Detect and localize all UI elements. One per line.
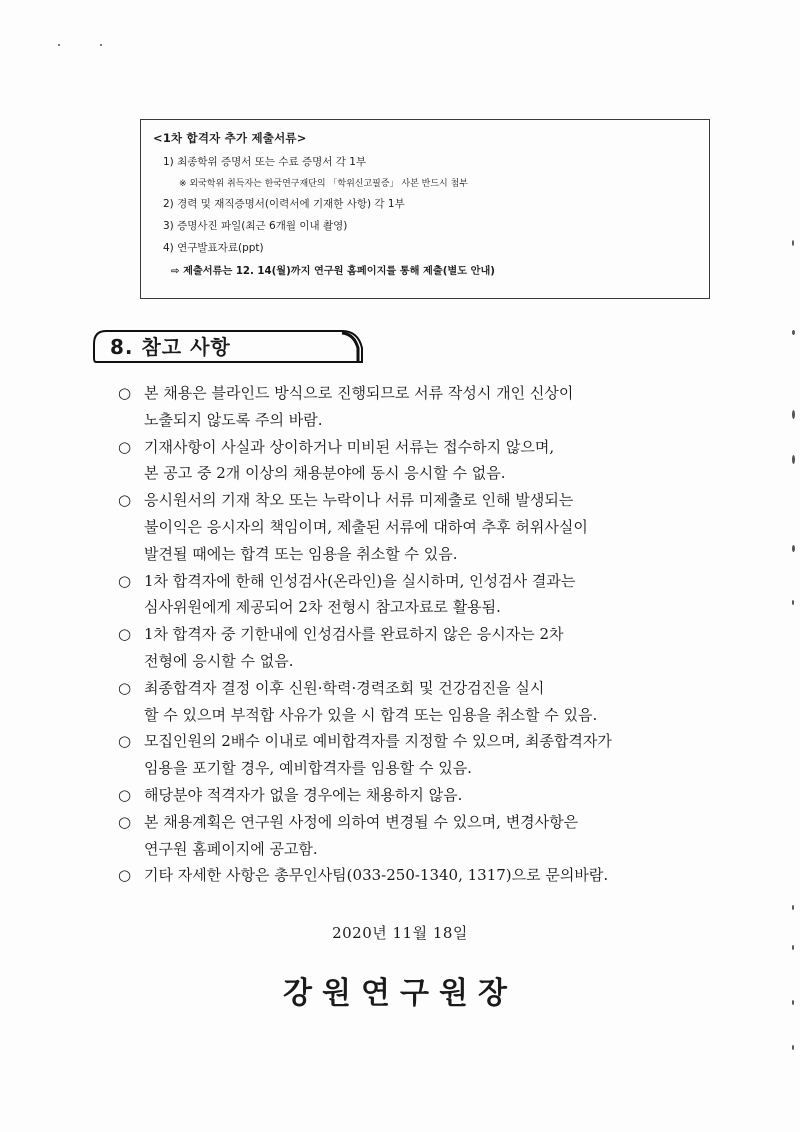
box-line-career: 2) 경력 및 재직증명서(이력서에 기재한 사항) 각 1부 [163, 198, 405, 210]
note-line: 모집인원의 2배수 이내로 예비합격자를 지정할 수 있으며, 최종합격자가 [144, 732, 612, 751]
note-line: 최종합격자 결정 이후 신원·학력·경력조회 및 건강검진을 실시 [144, 678, 545, 697]
note-line: 본 채용계획은 연구원 사정에 의하여 변경될 수 있으며, 변경사항은 [144, 812, 579, 831]
box-line-degree: 1) 최종학위 증명서 또는 수료 증명서 각 1부 [163, 156, 367, 168]
note-item [118, 434, 718, 488]
section-title: 8. 참고 사항 [110, 335, 231, 359]
note-line: 할 수 있으며 부적합 사유가 있을 시 합격 또는 임용을 취소할 수 있음. [144, 705, 598, 724]
note-line: 전형에 응시할 수 없음. [144, 651, 294, 670]
box-line-photo: 3) 증명사진 파일(최근 6개월 이내 촬영) [163, 220, 348, 232]
scan-speck [792, 455, 795, 464]
note-line: 임용을 포기할 경우, 예비합격자를 임용할 수 있음. [144, 759, 472, 778]
scan-speck [792, 1045, 794, 1050]
circle-bullet-icon: ○ [118, 625, 132, 644]
scan-speck [792, 905, 794, 910]
note-line: 발견될 때에는 합격 또는 임용을 취소할 수 있음. [144, 544, 458, 563]
note-line: 불이익은 응시자의 책임이며, 제출된 서류에 대하여 추후 허위사실이 [144, 517, 588, 536]
scan-speck [100, 44, 102, 46]
note-line: 본 공고 중 2개 이상의 채용분야에 동시 응시할 수 없음. [144, 464, 506, 483]
note-item [118, 487, 718, 567]
note-line: 심사위원에게 제공되어 2차 전형시 참고자료로 활용됨. [144, 598, 501, 617]
note-line: 연구원 홈페이지에 공고함. [144, 839, 318, 858]
circle-bullet-icon: ○ [118, 678, 132, 697]
box-line-submission-deadline: ⇨ 제출서류는 12. 14(월)까지 연구원 홈페이지를 통해 제출(별도 안내) [171, 266, 495, 277]
note-line: 기재사항이 사실과 상이하거나 미비된 서류는 접수하지 않으며, [144, 437, 555, 456]
note-item [118, 621, 718, 675]
circle-bullet-icon: ○ [118, 437, 132, 456]
scan-speck [792, 240, 794, 246]
scan-speck [792, 600, 794, 605]
circle-bullet-icon: ○ [118, 571, 132, 590]
note-line: 본 채용은 블라인드 방식으로 진행되므로 서류 작성시 개인 신상이 [144, 384, 574, 402]
additional-documents-box [140, 119, 710, 299]
announcement-date: 2020년 11월 18일 [332, 924, 468, 942]
box-line-foreign-degree-note: ※ 외국학위 취득자는 한국연구재단의 「학위신고필증」 사본 반드시 첨부 [179, 179, 469, 189]
note-item [118, 568, 718, 622]
section-heading [92, 328, 362, 362]
circle-bullet-icon: ○ [118, 732, 132, 751]
circle-bullet-icon: ○ [118, 384, 132, 402]
scan-speck [58, 44, 60, 46]
note-item [118, 782, 718, 809]
circle-bullet-icon: ○ [118, 812, 132, 831]
box-title: <1차 합격자 추가 제출서류> [153, 131, 307, 145]
note-line: 1차 합격자에 한해 인성검사(온라인)을 실시하며, 인성검사 결과는 [144, 571, 576, 590]
scan-speck [792, 330, 795, 335]
scan-speck [792, 410, 795, 419]
circle-bullet-icon: ○ [118, 785, 132, 804]
circle-bullet-icon: ○ [118, 866, 132, 885]
note-item [118, 862, 718, 889]
note-line: 노출되지 않도록 주의 바람. [144, 410, 323, 429]
note-item [118, 728, 718, 782]
scan-speck [792, 545, 795, 552]
note-line: 해당분야 적격자가 없을 경우에는 채용하지 않음. [144, 785, 463, 804]
scan-speck [792, 945, 794, 950]
note-item [118, 380, 718, 434]
note-item [118, 675, 718, 729]
note-line: 기타 자세한 사항은 총무인사팀(033-250-1340, 1317)으로 문의바람. [144, 866, 609, 885]
signer-title: 강원연구원장 [283, 976, 517, 1011]
note-line: 응시원서의 기재 착오 또는 누락이나 서류 미제출로 인해 발생되는 [144, 491, 574, 510]
notes-list [118, 380, 718, 889]
circle-bullet-icon: ○ [118, 491, 132, 510]
note-line: 1차 합격자 중 기한내에 인성검사를 완료하지 않은 응시자는 2차 [144, 625, 564, 644]
box-line-presentation: 4) 연구발표자료(ppt) [163, 242, 264, 254]
note-item [118, 809, 718, 863]
